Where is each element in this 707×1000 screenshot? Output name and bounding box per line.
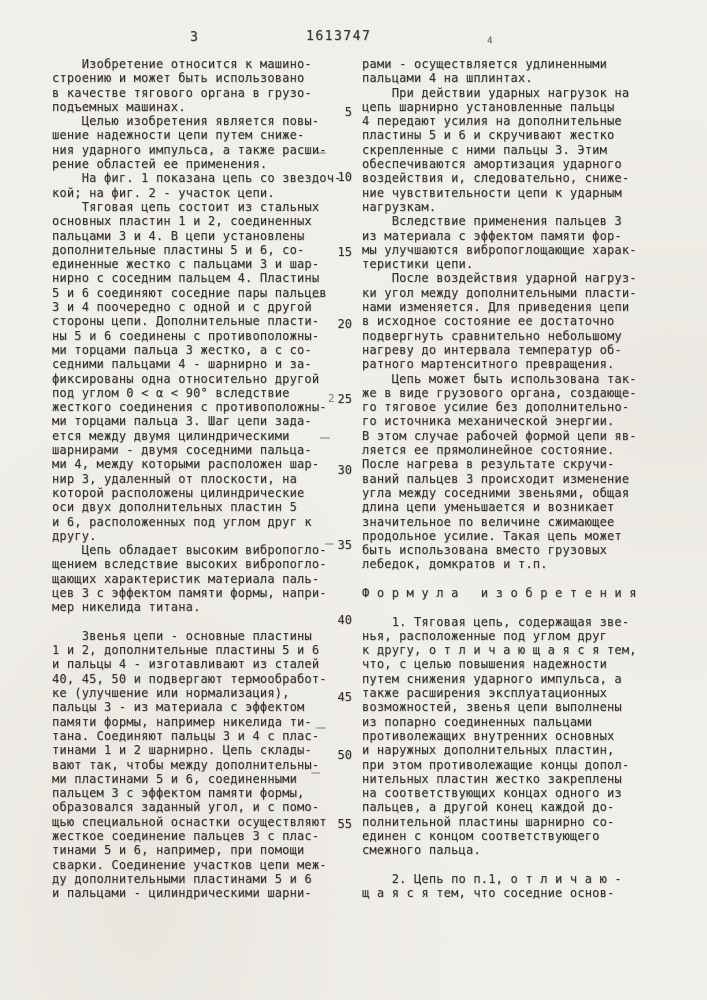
text-line: го тяговое усилие без дополнительно- bbox=[362, 400, 630, 415]
text-line: 40, 45, 50 и подвергают термообработ- bbox=[52, 671, 327, 686]
text-line: Изобретение относится к машино- bbox=[52, 57, 312, 71]
text-line: подъемных машинах. bbox=[52, 99, 186, 114]
text-line: Тяговая цепь состоит из стальных bbox=[52, 199, 320, 214]
line-number: 30 bbox=[337, 463, 352, 477]
text-line: 3 и 4 поочередно с одной и с другой bbox=[52, 300, 312, 315]
text-line: другу. bbox=[52, 528, 97, 543]
line-number: 40 bbox=[337, 613, 352, 627]
scan-artifact-dash bbox=[320, 437, 330, 439]
text-line: ми пластинами 5 и 6, соединенными bbox=[52, 771, 298, 786]
text-line: рами - осуществляется удлиненными bbox=[362, 57, 608, 71]
text-line: В этом случае рабочей формой цепи яв- bbox=[362, 428, 637, 443]
text-line: вают так, чтобы между дополнительны- bbox=[52, 757, 320, 772]
line-number: 15 bbox=[337, 245, 352, 259]
text-line: дополнительные пластины 5 и 6, со- bbox=[52, 242, 305, 257]
text-line: смежного пальца. bbox=[362, 843, 481, 858]
text-line: мер никелида титана. bbox=[52, 600, 201, 615]
text-line: ется между двумя цилиндрическими bbox=[52, 428, 290, 443]
text-line: цев 3 с эффектом памяти формы, напри- bbox=[52, 585, 327, 600]
text-line: цепь шарнирно установленные пальцы bbox=[362, 99, 615, 114]
text-line: подвергнуть сравнительно небольшому bbox=[362, 328, 622, 343]
text-line: Целью изобретения является повы- bbox=[52, 114, 320, 129]
line-number-gutter bbox=[320, 0, 356, 1000]
text-line: ке (улучшение или нормализация), bbox=[52, 686, 290, 701]
left-text-column bbox=[52, 57, 344, 901]
text-line: ду дополнительными пластинами 5 и 6 bbox=[52, 871, 312, 886]
text-line: длина цепи уменьшается и возникает bbox=[362, 500, 615, 515]
text-line: в исходное состояние ее достаточно bbox=[362, 314, 615, 329]
text-line: Цепь может быть использована так- bbox=[362, 371, 637, 386]
text-line: воздействия и, следовательно, сниже- bbox=[362, 171, 630, 186]
text-line: ния ударного импульса, а также расши- bbox=[52, 142, 327, 157]
text-line: шение надежности цепи путем сниже- bbox=[52, 128, 305, 143]
text-line: и пальцы 4 - изготавливают из сталей bbox=[52, 657, 320, 672]
text-line: возможностей, звенья цепи выполнены bbox=[362, 700, 622, 715]
text-line: продольное усилие. Такая цепь может bbox=[362, 528, 622, 543]
line-number: 45 bbox=[337, 690, 352, 704]
text-line: щающих характеристик материала паль- bbox=[52, 571, 320, 586]
text-line: ми торцами пальца 3. Шаг цепи зада- bbox=[52, 414, 312, 429]
line-number: 10 bbox=[337, 170, 352, 184]
text-line: Звенья цепи - основные пластины bbox=[52, 628, 312, 643]
text-line: лебедок, домкратов и т.п. bbox=[362, 557, 548, 572]
text-line: жесткого соединения с противоположны- bbox=[52, 400, 327, 415]
page-number-right: 4 bbox=[487, 36, 493, 46]
scan-stray-mark: 2 bbox=[328, 392, 335, 405]
text-line: при этом противолежащие концы допол- bbox=[362, 757, 630, 772]
text-line: путем снижения ударного импульса, а bbox=[362, 671, 622, 686]
text-line: нья, расположенные под углом друг bbox=[362, 628, 608, 643]
text-line: нагреву до интервала температур об- bbox=[362, 342, 622, 357]
right-text-column bbox=[362, 57, 674, 901]
text-line: После воздействия ударной нагруз- bbox=[362, 271, 637, 286]
text-line: 1. Тяговая цепь, содержащая зве- bbox=[362, 614, 630, 629]
text-line: го источника механической энергии. bbox=[362, 414, 615, 429]
text-line: При действии ударных нагрузок на bbox=[362, 85, 630, 100]
text-line: жесткое соединение пальцев 3 с плас- bbox=[52, 829, 320, 844]
text-line: из попарно соединенных пальцами bbox=[362, 714, 593, 729]
text-line: стороны цепи. Дополнительные пласти- bbox=[52, 314, 320, 329]
text-line: нир 3, удаленный от плоскости, на bbox=[52, 471, 298, 486]
text-line: пластины 5 и 6 и скручивают жестко bbox=[362, 128, 615, 143]
text-line: строению и может быть использовано bbox=[52, 71, 305, 86]
scan-artifact-dash bbox=[311, 772, 320, 774]
text-line: к другу, о т л и ч а ю щ а я с я тем, bbox=[362, 643, 637, 658]
text-line: щением вследствие высоких вибропогло- bbox=[52, 557, 327, 572]
text-line: рение областей ее применения. bbox=[52, 157, 268, 172]
scan-artifact-dash bbox=[316, 727, 326, 729]
text-line: ми 4, между которыми расположен шар- bbox=[52, 457, 320, 472]
text-line: также расширения эксплуатационных bbox=[362, 686, 608, 701]
text-line: под углом 0 < α < 90° вследствие bbox=[52, 385, 290, 400]
line-number: 55 bbox=[337, 817, 352, 831]
text-line: фиксированы одна относительно другой bbox=[52, 371, 320, 386]
line-number: 35 bbox=[337, 538, 352, 552]
text-line: и наружных дополнительных пластин, bbox=[362, 743, 615, 758]
text-line: образовался заданный угол, и с помо- bbox=[52, 800, 320, 815]
text-line: скрепленные с ними пальцы 3. Этим bbox=[362, 142, 608, 157]
text-line: значительное по величине сжимающее bbox=[362, 514, 615, 529]
text-line: 4 передают усилия на дополнительные bbox=[362, 114, 622, 129]
text-line: тинами 5 и 6, например, при помощи bbox=[52, 843, 305, 858]
text-line: После нагрева в результате скручи- bbox=[362, 457, 615, 472]
text-line: обеспечиваются амортизация ударного bbox=[362, 157, 622, 172]
text-line: 5 и 6 соединяют соседние пары пальцев bbox=[52, 285, 327, 300]
text-line: нирно с соседним пальцем 4. Пластины bbox=[52, 271, 320, 286]
text-line: же в виде грузового органа, создающе- bbox=[362, 385, 637, 400]
text-line: 1 и 2, дополнительные пластины 5 и 6 bbox=[52, 643, 320, 658]
text-line: ны 5 и 6 соединены с противоположны- bbox=[52, 328, 320, 343]
text-line: из материала с эффектом памяти фор- bbox=[362, 228, 622, 243]
text-line: единенные жестко с пальцами 3 и шар- bbox=[52, 257, 320, 272]
text-line: и 6, расположенных под углом друг к bbox=[52, 514, 312, 529]
text-line: ратного мартенситного превращения. bbox=[362, 357, 615, 372]
text-line: мы улучшаются вибропоглощающие харак- bbox=[362, 242, 637, 257]
text-line: нительных пластин жестко закреплены bbox=[362, 771, 622, 786]
patent-number: 1613747 bbox=[306, 29, 372, 44]
text-line: ние чувствительности цепи к ударным bbox=[362, 185, 622, 200]
text-line: в качестве тягового органа в грузо- bbox=[52, 85, 312, 100]
text-line: щ а я с я тем, что соседние основ- bbox=[362, 886, 615, 901]
text-line: пальцы 3 - из материала с эффектом bbox=[52, 700, 305, 715]
text-line: что, с целью повышения надежности bbox=[362, 657, 608, 672]
text-line: полнительной пластины шарнирно со- bbox=[362, 814, 615, 829]
text-line: противолежащих внутренних основных bbox=[362, 728, 615, 743]
text-line: нами изменяется. Для приведения цепи bbox=[362, 300, 630, 315]
text-line: пальцами 4 на шплинтах. bbox=[362, 71, 533, 86]
text-line: На фиг. 1 показана цепь со звездоч- bbox=[52, 171, 342, 186]
line-number: 5 bbox=[344, 105, 352, 119]
text-line bbox=[362, 858, 674, 872]
text-line: Цепь обладает высоким вибропогло- bbox=[52, 543, 327, 558]
scan-artifact-dash bbox=[312, 296, 321, 298]
text-line: пальцев, а другой конец каждой до- bbox=[362, 800, 615, 815]
text-line: ляется ее прямолинейное состояние. bbox=[362, 443, 615, 458]
text-line: тинами 1 и 2 шарнирно. Цепь склады- bbox=[52, 743, 312, 758]
text-line bbox=[52, 615, 344, 629]
text-line: на соответствующих концах одного из bbox=[362, 786, 622, 801]
text-line: ваний пальцев 3 происходит изменение bbox=[362, 471, 630, 486]
text-line: 2. Цепь по п.1, о т л и ч а ю - bbox=[362, 871, 622, 886]
text-line: которой расположены цилиндрические bbox=[52, 485, 305, 500]
text-line: памяти формы, например никелида ти- bbox=[52, 714, 312, 729]
text-line: и пальцами - цилиндрическими шарни- bbox=[52, 886, 312, 901]
text-line: пальцем 3 с эффектом памяти формы, bbox=[52, 786, 305, 801]
text-line: оси двух дополнительных пластин 5 bbox=[52, 500, 298, 515]
text-line: быть использована вместо грузовых bbox=[362, 543, 608, 558]
text-line: единен с концом соответствующего bbox=[362, 829, 600, 844]
text-line: тана. Соединяют пальцы 3 и 4 с плас- bbox=[52, 728, 320, 743]
line-number: 50 bbox=[337, 748, 352, 762]
text-line: нагрузкам. bbox=[362, 199, 437, 214]
text-line: щью специальной оснастки осуществляют bbox=[52, 814, 327, 829]
page-number-left: 3 bbox=[190, 30, 200, 45]
text-line: Вследствие применения пальцев 3 bbox=[362, 214, 622, 229]
text-line bbox=[362, 572, 674, 586]
text-line: шарнирами - двумя соседними пальца- bbox=[52, 443, 312, 458]
scan-artifact-dash bbox=[325, 543, 334, 545]
text-line: седними пальцами 4 - шарнирно и за- bbox=[52, 357, 312, 372]
text-line: основных пластин 1 и 2, соединенных bbox=[52, 214, 312, 229]
line-number: 25 bbox=[337, 392, 352, 406]
text-line: ки угол между дополнительными пласти- bbox=[362, 285, 637, 300]
text-line: кой; на фиг. 2 - участок цепи. bbox=[52, 185, 275, 200]
text-line: угла между соседними звеньями, общая bbox=[362, 485, 630, 500]
scan-artifact-dash bbox=[316, 152, 326, 154]
text-line: Ф о р м у л а и з о б р е т е н и я bbox=[362, 585, 637, 600]
text-line: пальцами 3 и 4. В цепи установлены bbox=[52, 228, 305, 243]
text-line bbox=[362, 600, 674, 614]
line-number: 20 bbox=[337, 317, 352, 331]
text-line: ми торцами пальца 3 жестко, а с со- bbox=[52, 342, 312, 357]
text-line: теристики цепи. bbox=[362, 257, 474, 272]
text-line: сварки. Соединение участков цепи меж- bbox=[52, 857, 327, 872]
